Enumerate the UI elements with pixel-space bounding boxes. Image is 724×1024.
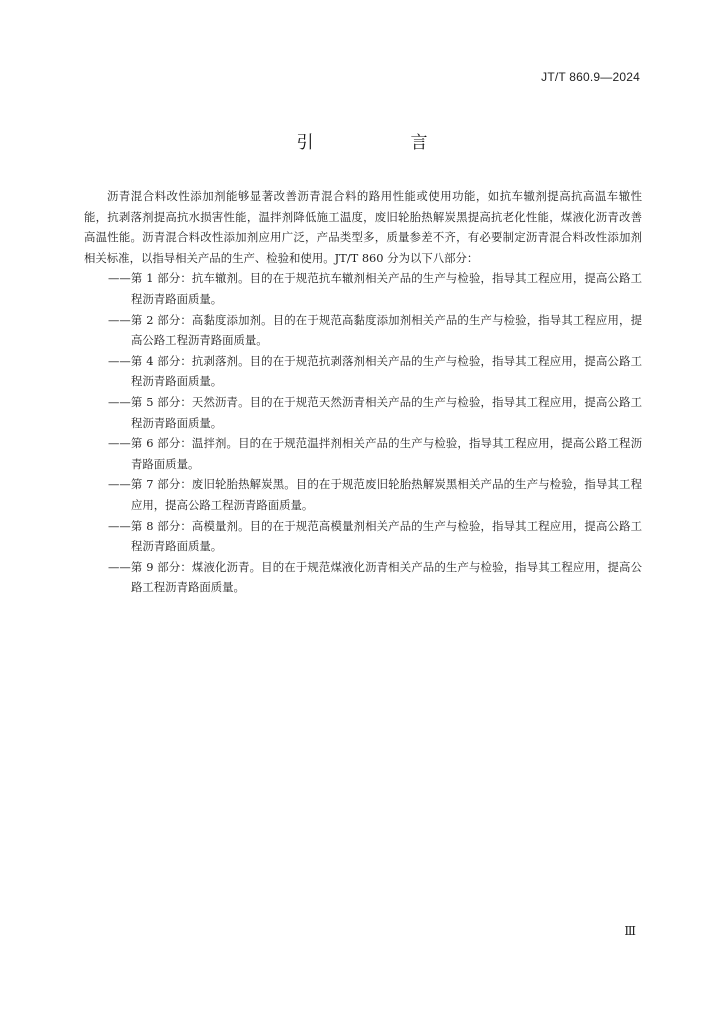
part-item: ——第 1 部分：抗车辙剂。目的在于规范抗车辙剂相关产品的生产与检验，指导其工程应用，提高公路工程沥青路面质量。 (108, 271, 642, 306)
part-item: ——第 6 部分：温拌剂。目的在于规范温拌剂相关产品的生产与检验，指导其工程应用，提高公路工程沥青路面质量。 (108, 436, 642, 471)
intro-paragraph: 沥青混合料改性添加剂能够显著改善沥青混合料的路用性能或使用功能，如抗车辙剂提高抗高温车辙性能，抗剥落剂提高抗水损害性能，温拌剂降低施工温度，废旧轮胎热解炭黑提高抗老化性能，煤液化沥青改善高温性能。沥青混合料改性添加剂应用广泛，产品类型多，质量参差不齐，有必要制定沥青混合料改性添加剂相关标准，以指导相关产品的生产、检验和使用。JT/T 860 分为以下八部分： (84, 189, 642, 265)
document-body (84, 186, 642, 598)
page-number: Ⅲ (624, 924, 636, 938)
part-item: ——第 7 部分：废旧轮胎热解炭黑。目的在于规范废旧轮胎热解炭黑相关产品的生产与检验，指导其工程应用，提高公路工程沥青路面质量。 (108, 477, 642, 512)
part-item: ——第 9 部分：煤液化沥青。目的在于规范煤液化沥青相关产品的生产与检验，指导其工程应用，提高公路工程沥青路面质量。 (108, 559, 642, 595)
part-item: ——第 4 部分：抗剥落剂。目的在于规范抗剥落剂相关产品的生产与检验，指导其工程应用，提高公路工程沥青路面质量。 (108, 353, 642, 389)
standard-number: JT/T 860.9—2024 (541, 70, 640, 84)
part-item: ——第 2 部分：高黏度添加剂。目的在于规范高黏度添加剂相关产品的生产与检验，指导其工程应用，提高公路工程沥青路面质量。 (108, 312, 642, 348)
part-item: ——第 8 部分：高模量剂。目的在于规范高模量剂相关产品的生产与检验，指导其工程应用，提高公路工程沥青路面质量。 (108, 518, 642, 554)
part-item: ——第 5 部分：天然沥青。目的在于规范天然沥青相关产品的生产与检验，指导其工程应用，提高公路工程沥青路面质量。 (108, 394, 642, 430)
page-title: 引 言 (296, 133, 468, 153)
parts-list (84, 268, 642, 598)
